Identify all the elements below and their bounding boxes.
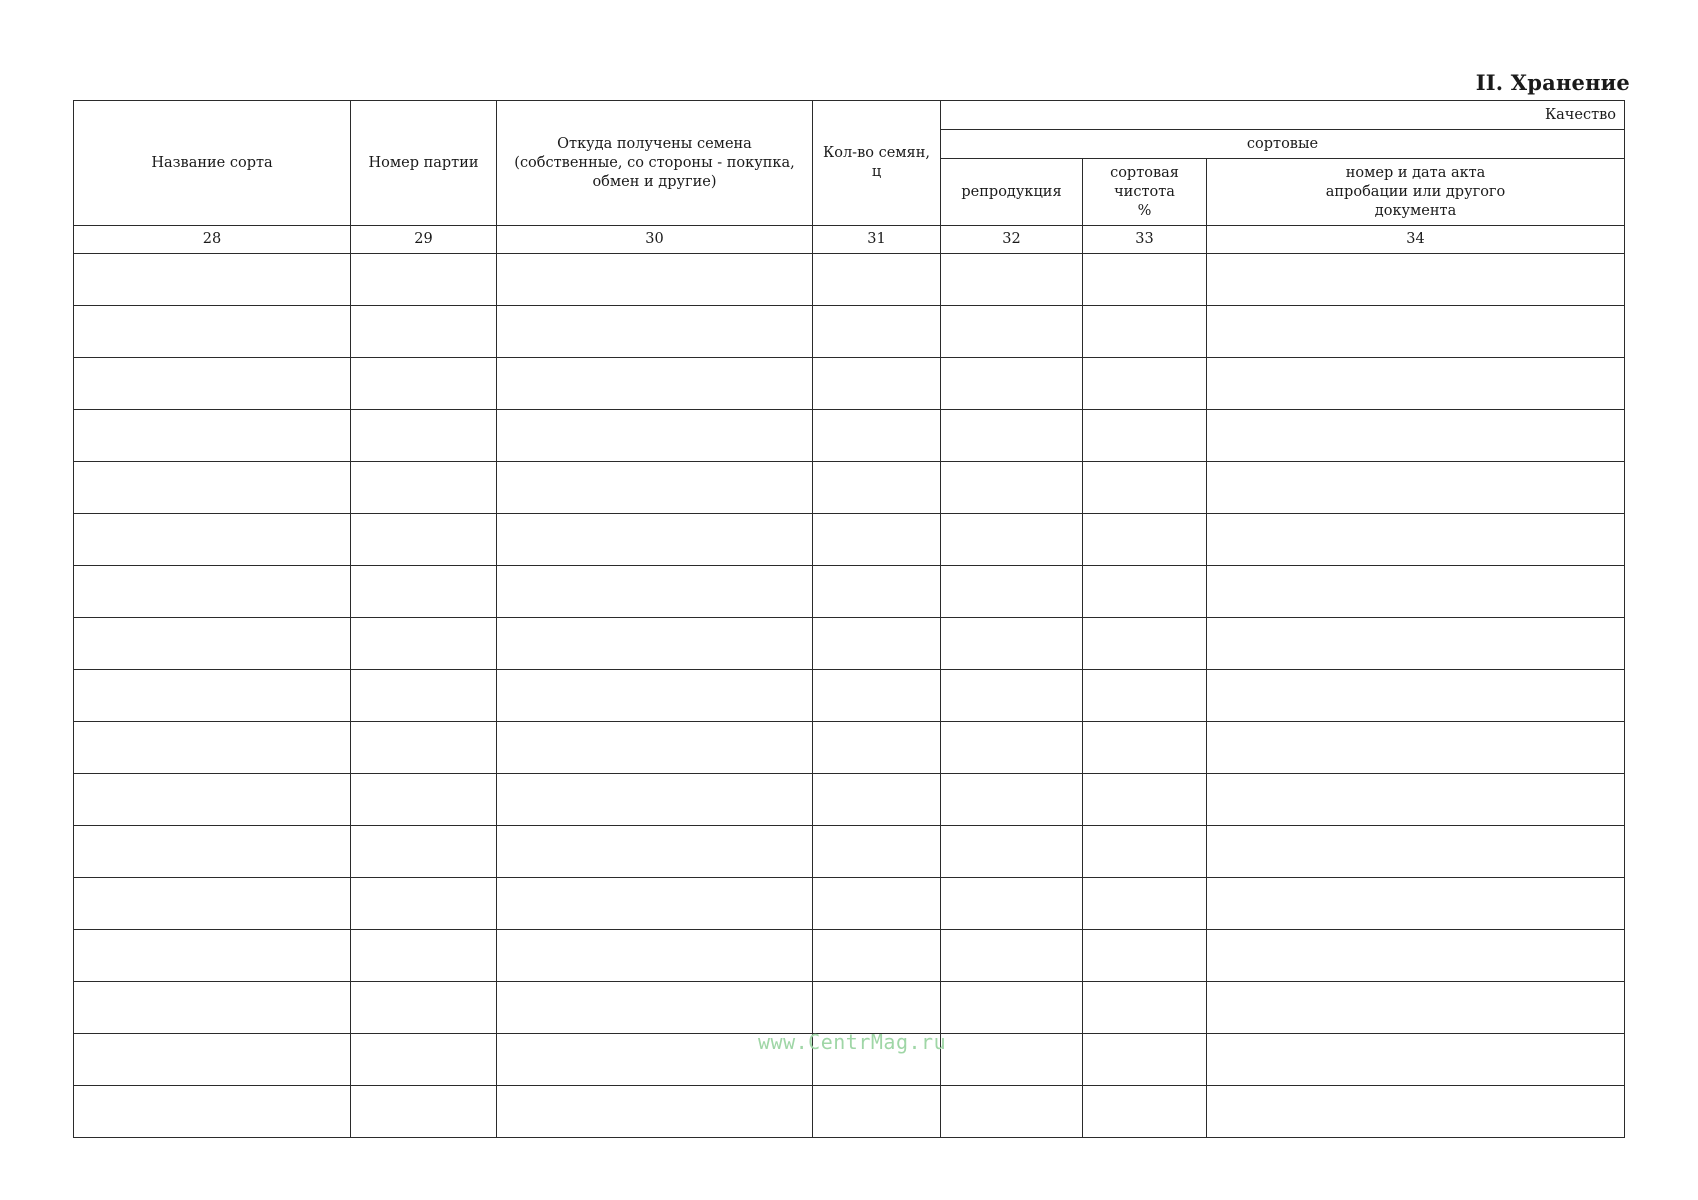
table-cell[interactable] bbox=[497, 254, 813, 306]
table-cell[interactable] bbox=[1207, 1034, 1625, 1086]
table-cell[interactable] bbox=[941, 1086, 1083, 1138]
table-cell[interactable] bbox=[1207, 670, 1625, 722]
table-row bbox=[74, 410, 1625, 462]
table-row bbox=[74, 618, 1625, 670]
table-cell[interactable] bbox=[497, 826, 813, 878]
table-cell[interactable] bbox=[497, 982, 813, 1034]
column-number: 29 bbox=[351, 226, 497, 254]
table-cell[interactable] bbox=[497, 462, 813, 514]
table-cell[interactable] bbox=[351, 358, 497, 410]
table-row bbox=[74, 462, 1625, 514]
table-cell[interactable] bbox=[1207, 410, 1625, 462]
table-cell[interactable] bbox=[74, 306, 351, 358]
table-cell[interactable] bbox=[813, 878, 941, 930]
header-varietal: сортовые bbox=[941, 130, 1625, 159]
column-number: 28 bbox=[74, 226, 351, 254]
table-row bbox=[74, 982, 1625, 1034]
table-cell[interactable] bbox=[941, 618, 1083, 670]
table-cell[interactable] bbox=[941, 1034, 1083, 1086]
table-cell[interactable] bbox=[1083, 254, 1207, 306]
table-cell[interactable] bbox=[941, 826, 1083, 878]
table-cell[interactable] bbox=[1083, 358, 1207, 410]
table-cell[interactable] bbox=[941, 930, 1083, 982]
table-cell[interactable] bbox=[941, 306, 1083, 358]
table-cell[interactable] bbox=[941, 878, 1083, 930]
table-row bbox=[74, 774, 1625, 826]
table-cell[interactable] bbox=[813, 774, 941, 826]
table-cell[interactable] bbox=[813, 358, 941, 410]
table-cell[interactable] bbox=[497, 566, 813, 618]
table-cell[interactable] bbox=[74, 254, 351, 306]
header-reproduction: репродукция bbox=[941, 159, 1083, 226]
column-number: 34 bbox=[1207, 226, 1625, 254]
table-cell[interactable] bbox=[497, 618, 813, 670]
table-cell[interactable] bbox=[1207, 722, 1625, 774]
table-cell[interactable] bbox=[74, 930, 351, 982]
table-cell[interactable] bbox=[497, 878, 813, 930]
table-cell[interactable] bbox=[497, 514, 813, 566]
header-seed-quantity: Кол-во семян, ц bbox=[813, 101, 941, 226]
column-number: 31 bbox=[813, 226, 941, 254]
table-cell[interactable] bbox=[1083, 462, 1207, 514]
header-seed-source: Откуда получены семена (собственные, со стороны - покупка, обмен и другие) bbox=[497, 101, 813, 226]
table-cell[interactable] bbox=[941, 358, 1083, 410]
table-cell[interactable] bbox=[941, 462, 1083, 514]
header-varietal-purity: сортовая чистота % bbox=[1083, 159, 1207, 226]
table-cell[interactable] bbox=[497, 722, 813, 774]
table-cell[interactable] bbox=[941, 566, 1083, 618]
table-cell[interactable] bbox=[74, 462, 351, 514]
table-cell[interactable] bbox=[74, 878, 351, 930]
table-cell[interactable] bbox=[497, 930, 813, 982]
table-cell[interactable] bbox=[813, 410, 941, 462]
watermark: www.CentrMag.ru bbox=[758, 1030, 947, 1054]
table-cell[interactable] bbox=[1083, 722, 1207, 774]
column-number-row bbox=[74, 226, 1625, 254]
table-cell[interactable] bbox=[74, 410, 351, 462]
table-cell[interactable] bbox=[813, 514, 941, 566]
table-cell[interactable] bbox=[1207, 826, 1625, 878]
table-cell[interactable] bbox=[351, 670, 497, 722]
table-cell[interactable] bbox=[497, 670, 813, 722]
table-cell[interactable] bbox=[74, 982, 351, 1034]
table-row bbox=[74, 722, 1625, 774]
table-row bbox=[74, 1086, 1625, 1138]
table-row bbox=[74, 566, 1625, 618]
table-cell[interactable] bbox=[74, 358, 351, 410]
table-cell[interactable] bbox=[74, 618, 351, 670]
table-cell[interactable] bbox=[1207, 514, 1625, 566]
table-cell[interactable] bbox=[497, 410, 813, 462]
storage-table bbox=[73, 100, 1625, 1138]
table-cell[interactable] bbox=[1083, 930, 1207, 982]
column-number: 32 bbox=[941, 226, 1083, 254]
column-number: 33 bbox=[1083, 226, 1207, 254]
header-batch-number: Номер партии bbox=[351, 101, 497, 226]
table-cell[interactable] bbox=[351, 722, 497, 774]
table-cell[interactable] bbox=[351, 878, 497, 930]
table-cell[interactable] bbox=[1207, 566, 1625, 618]
table-cell[interactable] bbox=[941, 722, 1083, 774]
table-cell[interactable] bbox=[74, 826, 351, 878]
table-cell[interactable] bbox=[74, 1034, 351, 1086]
table-cell[interactable] bbox=[1207, 774, 1625, 826]
table-cell[interactable] bbox=[1207, 878, 1625, 930]
table-cell[interactable] bbox=[351, 1034, 497, 1086]
table-cell[interactable] bbox=[1083, 566, 1207, 618]
table-cell[interactable] bbox=[1207, 254, 1625, 306]
table-cell[interactable] bbox=[74, 722, 351, 774]
table-cell[interactable] bbox=[1207, 1086, 1625, 1138]
table-cell[interactable] bbox=[813, 826, 941, 878]
table-cell[interactable] bbox=[813, 566, 941, 618]
table-cell[interactable] bbox=[1083, 618, 1207, 670]
table-row bbox=[74, 930, 1625, 982]
table-cell[interactable] bbox=[351, 774, 497, 826]
table-cell[interactable] bbox=[1083, 878, 1207, 930]
table-cell[interactable] bbox=[351, 410, 497, 462]
table-cell[interactable] bbox=[351, 982, 497, 1034]
table-row bbox=[74, 306, 1625, 358]
section-title: II. Хранение bbox=[1475, 70, 1630, 95]
table-row bbox=[74, 826, 1625, 878]
column-number: 30 bbox=[497, 226, 813, 254]
table-cell[interactable] bbox=[1207, 618, 1625, 670]
table-row bbox=[74, 878, 1625, 930]
table-cell[interactable] bbox=[941, 982, 1083, 1034]
table-cell[interactable] bbox=[351, 826, 497, 878]
table-cell[interactable] bbox=[1207, 462, 1625, 514]
table-cell[interactable] bbox=[497, 306, 813, 358]
header-quality: Качество bbox=[941, 101, 1625, 130]
table-row bbox=[74, 514, 1625, 566]
table-cell[interactable] bbox=[351, 462, 497, 514]
table-cell[interactable] bbox=[497, 1086, 813, 1138]
table-cell[interactable] bbox=[351, 1086, 497, 1138]
table-cell[interactable] bbox=[74, 566, 351, 618]
table-cell[interactable] bbox=[1083, 826, 1207, 878]
table-cell[interactable] bbox=[1207, 982, 1625, 1034]
table-cell[interactable] bbox=[813, 670, 941, 722]
table-cell[interactable] bbox=[351, 930, 497, 982]
table-cell[interactable] bbox=[1207, 306, 1625, 358]
header-approbation-doc: номер и дата акта апробации или другого документа bbox=[1207, 159, 1625, 226]
table-cell[interactable] bbox=[941, 670, 1083, 722]
table-cell[interactable] bbox=[351, 306, 497, 358]
table-cell[interactable] bbox=[1083, 514, 1207, 566]
table-cell[interactable] bbox=[1083, 982, 1207, 1034]
table-cell[interactable] bbox=[941, 774, 1083, 826]
table-cell[interactable] bbox=[74, 1086, 351, 1138]
table-cell[interactable] bbox=[813, 618, 941, 670]
table-cell[interactable] bbox=[941, 514, 1083, 566]
table-cell[interactable] bbox=[74, 774, 351, 826]
table-cell[interactable] bbox=[497, 774, 813, 826]
table-cell[interactable] bbox=[1083, 410, 1207, 462]
table-cell[interactable] bbox=[941, 254, 1083, 306]
table-cell[interactable] bbox=[1083, 1034, 1207, 1086]
table-cell[interactable] bbox=[1207, 358, 1625, 410]
table-cell[interactable] bbox=[351, 566, 497, 618]
table-cell[interactable] bbox=[74, 670, 351, 722]
table-cell[interactable] bbox=[813, 982, 941, 1034]
table-cell[interactable] bbox=[813, 462, 941, 514]
table-cell[interactable] bbox=[351, 254, 497, 306]
table-cell[interactable] bbox=[1083, 306, 1207, 358]
header-variety-name: Название сорта bbox=[74, 101, 351, 226]
table-cell[interactable] bbox=[1083, 670, 1207, 722]
table-cell[interactable] bbox=[813, 1086, 941, 1138]
table-cell[interactable] bbox=[813, 306, 941, 358]
table-cell[interactable] bbox=[1083, 774, 1207, 826]
table-cell[interactable] bbox=[497, 358, 813, 410]
table-cell[interactable] bbox=[1083, 1086, 1207, 1138]
table-cell[interactable] bbox=[813, 930, 941, 982]
table-row bbox=[74, 670, 1625, 722]
table-cell[interactable] bbox=[351, 618, 497, 670]
table-cell[interactable] bbox=[813, 254, 941, 306]
table-cell[interactable] bbox=[74, 514, 351, 566]
table-row bbox=[74, 254, 1625, 306]
table-cell[interactable] bbox=[813, 722, 941, 774]
table-cell[interactable] bbox=[941, 410, 1083, 462]
table-cell[interactable] bbox=[1207, 930, 1625, 982]
table-row bbox=[74, 358, 1625, 410]
table-cell[interactable] bbox=[351, 514, 497, 566]
